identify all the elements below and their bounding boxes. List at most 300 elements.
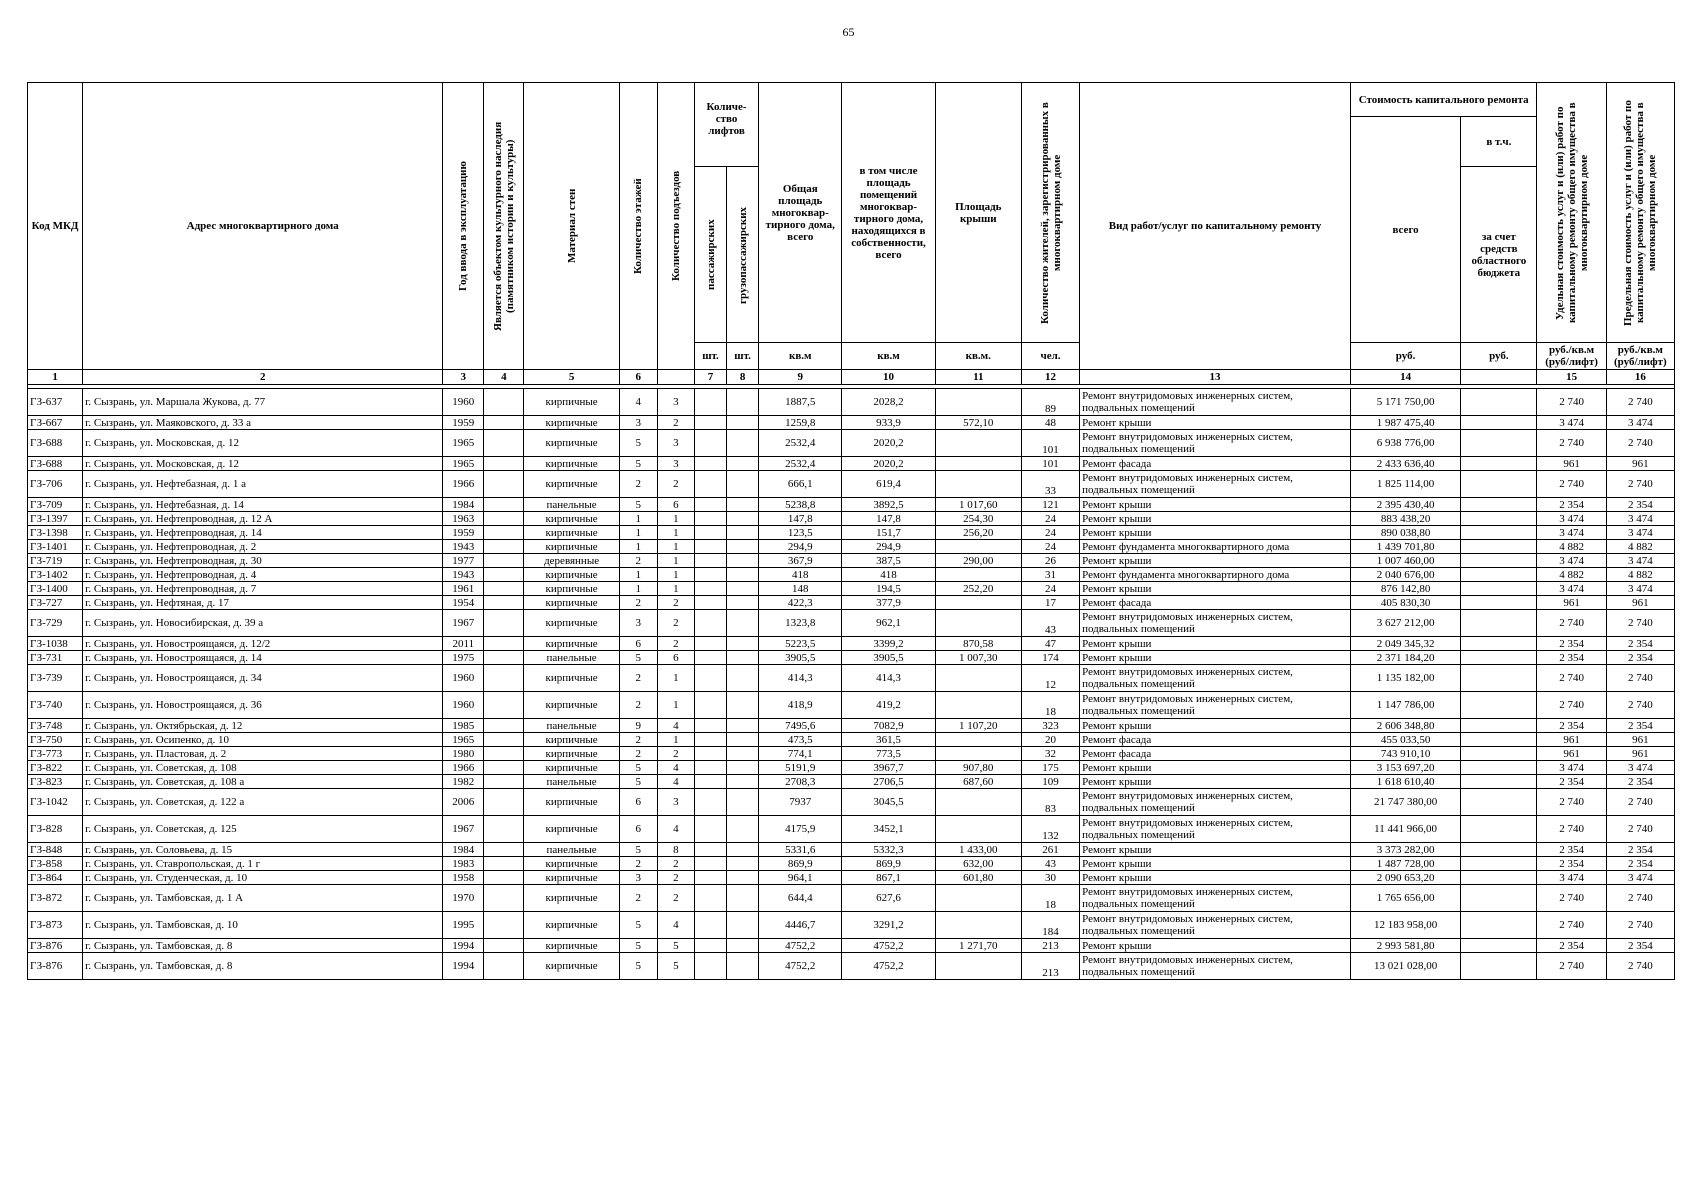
column-number: 4 [484, 370, 524, 385]
cell-work: Ремонт внутридомовых инженерных систем, подвальных помещений [1080, 789, 1351, 816]
table-row [28, 596, 1675, 610]
cell-heritage [484, 540, 524, 554]
cell-unit: 3 474 [1537, 582, 1606, 596]
cell-floors: 1 [619, 512, 657, 526]
cell-address: г. Сызрань, ул. Нефтепроводная, д. 2 [83, 540, 443, 554]
cell-work: Ремонт крыши [1080, 939, 1351, 953]
cell-cost: 3 627 212,00 [1350, 610, 1460, 637]
cell-cost: 13 021 028,00 [1350, 953, 1460, 980]
cell-work: Ремонт фасада [1080, 596, 1351, 610]
cell-regional [1461, 953, 1537, 980]
cell-material: кирпичные [524, 953, 619, 980]
cell-code: ГЗ-729 [28, 610, 83, 637]
header-address: Адрес многоквартирного дома [83, 83, 443, 370]
cell-lc [727, 498, 759, 512]
cell-code: ГЗ-873 [28, 912, 83, 939]
cell-total: 5238,8 [759, 498, 842, 512]
column-number: 3 [443, 370, 484, 385]
cell-lc [727, 775, 759, 789]
cell-unit: 2 740 [1537, 953, 1606, 980]
cell-heritage [484, 498, 524, 512]
table-row [28, 719, 1675, 733]
cell-owned: 418 [842, 568, 935, 582]
cell-floors: 2 [619, 596, 657, 610]
cell-owned: 3291,2 [842, 912, 935, 939]
cell-max: 2 740 [1606, 610, 1674, 637]
cell-regional [1461, 526, 1537, 540]
cell-address: г. Сызрань, ул. Маяковского, д. 33 а [83, 416, 443, 430]
cell-residents: 18 [1021, 692, 1079, 719]
cell-heritage [484, 871, 524, 885]
cell-material: панельные [524, 651, 619, 665]
column-number [657, 370, 694, 385]
cell-lc [727, 939, 759, 953]
cell-owned: 773,5 [842, 747, 935, 761]
cell-cost: 2 090 653,20 [1350, 871, 1460, 885]
cell-regional [1461, 389, 1537, 416]
cell-lc [727, 554, 759, 568]
cell-work: Ремонт фундамента многоквартирного дома [1080, 568, 1351, 582]
cell-year: 1954 [443, 596, 484, 610]
cell-cost: 21 747 380,00 [1350, 789, 1460, 816]
header-total-area: Общая площадь многоквар-тирного дома, всего [759, 83, 842, 343]
cell-year: 1965 [443, 733, 484, 747]
cell-heritage [484, 610, 524, 637]
cell-material: кирпичные [524, 430, 619, 457]
cell-heritage [484, 747, 524, 761]
cell-material: кирпичные [524, 610, 619, 637]
cell-total: 5223,5 [759, 637, 842, 651]
table-row [28, 953, 1675, 980]
cell-heritage [484, 816, 524, 843]
cell-heritage [484, 526, 524, 540]
cell-address: г. Сызрань, ул. Новосибирская, д. 39 а [83, 610, 443, 637]
cell-roof: 1 017,60 [935, 498, 1021, 512]
cell-floors: 2 [619, 857, 657, 871]
cell-cost: 5 171 750,00 [1350, 389, 1460, 416]
header-cost: Стоимость капитального ремонта [1350, 83, 1537, 117]
cell-owned: 4752,2 [842, 953, 935, 980]
cell-heritage [484, 596, 524, 610]
cell-unit: 961 [1537, 747, 1606, 761]
cell-lc [727, 747, 759, 761]
cell-roof [935, 747, 1021, 761]
cell-regional [1461, 582, 1537, 596]
cell-lp [694, 596, 726, 610]
cell-address: г. Сызрань, ул. Нефтепроводная, д. 12 А [83, 512, 443, 526]
table-row [28, 816, 1675, 843]
cell-heritage [484, 637, 524, 651]
cell-lc [727, 692, 759, 719]
cell-total: 4752,2 [759, 953, 842, 980]
cell-roof [935, 733, 1021, 747]
cell-material: кирпичные [524, 747, 619, 761]
cell-year: 1961 [443, 582, 484, 596]
cell-max: 4 882 [1606, 568, 1674, 582]
header-residents: Количество жителей, зарегистрированных в многоквартирном доме [1038, 101, 1063, 324]
cell-regional [1461, 719, 1537, 733]
column-number: 15 [1537, 370, 1606, 385]
cell-entrances: 1 [657, 692, 694, 719]
cell-lp [694, 816, 726, 843]
header-entrances: Количество подъездов [669, 170, 682, 282]
cell-work: Ремонт крыши [1080, 651, 1351, 665]
cell-cost: 3 153 697,20 [1350, 761, 1460, 775]
cell-work: Ремонт внутридомовых инженерных систем, подвальных помещений [1080, 665, 1351, 692]
cell-material: панельные [524, 498, 619, 512]
cell-material: кирпичные [524, 596, 619, 610]
cell-lp [694, 857, 726, 871]
cell-code: ГЗ-748 [28, 719, 83, 733]
cell-lp [694, 692, 726, 719]
cell-year: 1994 [443, 953, 484, 980]
cell-work: Ремонт крыши [1080, 637, 1351, 651]
cell-total: 1259,8 [759, 416, 842, 430]
cell-cost: 12 183 958,00 [1350, 912, 1460, 939]
table-row [28, 389, 1675, 416]
cell-floors: 5 [619, 912, 657, 939]
cell-regional [1461, 775, 1537, 789]
cell-regional [1461, 692, 1537, 719]
cell-roof: 870,58 [935, 637, 1021, 651]
cell-work: Ремонт крыши [1080, 857, 1351, 871]
cell-material: кирпичные [524, 665, 619, 692]
cell-residents: 30 [1021, 871, 1079, 885]
cell-lc [727, 761, 759, 775]
cell-address: г. Сызрань, ул. Соловьева, д. 15 [83, 843, 443, 857]
cell-material: деревянные [524, 554, 619, 568]
cell-work: Ремонт внутридомовых инженерных систем, подвальных помещений [1080, 610, 1351, 637]
cell-unit: 2 740 [1537, 789, 1606, 816]
cell-material: кирпичные [524, 912, 619, 939]
cell-roof [935, 596, 1021, 610]
cell-lp [694, 871, 726, 885]
cell-owned: 3452,1 [842, 816, 935, 843]
cell-max: 2 740 [1606, 816, 1674, 843]
cell-unit: 2 740 [1537, 912, 1606, 939]
cell-cost: 1 007 460,00 [1350, 554, 1460, 568]
cell-owned: 4752,2 [842, 939, 935, 953]
cell-material: кирпичные [524, 789, 619, 816]
cell-roof: 1 107,20 [935, 719, 1021, 733]
table-row [28, 651, 1675, 665]
table-row [28, 843, 1675, 857]
cell-lp [694, 719, 726, 733]
cell-max: 3 474 [1606, 416, 1674, 430]
cell-material: кирпичные [524, 637, 619, 651]
cell-lc [727, 596, 759, 610]
cell-floors: 6 [619, 789, 657, 816]
cell-address: г. Сызрань, ул. Нефтебазная, д. 14 [83, 498, 443, 512]
unit-lifts-passenger: шт. [694, 343, 726, 370]
cell-residents: 174 [1021, 651, 1079, 665]
cell-residents: 83 [1021, 789, 1079, 816]
cell-code: ГЗ-688 [28, 457, 83, 471]
cell-material: кирпичные [524, 939, 619, 953]
cell-total: 367,9 [759, 554, 842, 568]
cell-work: Ремонт крыши [1080, 512, 1351, 526]
cell-residents: 18 [1021, 885, 1079, 912]
cell-work: Ремонт крыши [1080, 775, 1351, 789]
cell-residents: 26 [1021, 554, 1079, 568]
cell-total: 5191,9 [759, 761, 842, 775]
cell-lc [727, 871, 759, 885]
header-cost-total: всего [1350, 117, 1460, 343]
table-row [28, 692, 1675, 719]
cell-max: 2 354 [1606, 939, 1674, 953]
cell-address: г. Сызрань, ул. Нефтепроводная, д. 14 [83, 526, 443, 540]
cell-address: г. Сызрань, ул. Нефтепроводная, д. 7 [83, 582, 443, 596]
unit-cost-regional: руб. [1461, 343, 1537, 370]
column-number: 11 [935, 370, 1021, 385]
cell-owned: 3399,2 [842, 637, 935, 651]
cell-lp [694, 912, 726, 939]
cell-code: ГЗ-1042 [28, 789, 83, 816]
cell-lc [727, 733, 759, 747]
cell-roof: 1 271,70 [935, 939, 1021, 953]
cell-total: 774,1 [759, 747, 842, 761]
cell-floors: 5 [619, 457, 657, 471]
table-row [28, 582, 1675, 596]
cell-floors: 5 [619, 939, 657, 953]
table-row [28, 430, 1675, 457]
header-unit-cost: Удельная стоимость услуг и (или) работ по капитальному ремонту общего имущества в многоквартирном доме [1553, 102, 1590, 323]
cell-residents: 12 [1021, 665, 1079, 692]
cell-owned: 387,5 [842, 554, 935, 568]
table-row [28, 789, 1675, 816]
cell-address: г. Сызрань, ул. Новостроящаяся, д. 36 [83, 692, 443, 719]
header-heritage: Является объектом культурного наследия (памятником истории и культуры) [491, 121, 516, 331]
cell-lc [727, 430, 759, 457]
cell-floors: 3 [619, 871, 657, 885]
cell-work: Ремонт фасада [1080, 457, 1351, 471]
cell-residents: 24 [1021, 582, 1079, 596]
cell-entrances: 3 [657, 789, 694, 816]
cell-roof: 1 007,30 [935, 651, 1021, 665]
cell-entrances: 1 [657, 554, 694, 568]
cell-total: 148 [759, 582, 842, 596]
cell-cost: 2 433 636,40 [1350, 457, 1460, 471]
cell-max: 2 740 [1606, 789, 1674, 816]
header-floors: Количество этажей [632, 178, 645, 274]
header-cost-incl: в т.ч. [1461, 117, 1537, 167]
cell-lp [694, 457, 726, 471]
cell-residents: 33 [1021, 471, 1079, 498]
cell-cost: 883 438,20 [1350, 512, 1460, 526]
cell-residents: 31 [1021, 568, 1079, 582]
cell-material: кирпичные [524, 512, 619, 526]
cell-cost: 1 439 701,80 [1350, 540, 1460, 554]
cell-roof [935, 816, 1021, 843]
cell-address: г. Сызрань, ул. Ставропольская, д. 1 г [83, 857, 443, 871]
cell-lp [694, 775, 726, 789]
cell-owned: 962,1 [842, 610, 935, 637]
cell-address: г. Сызрань, ул. Нефтебазная, д. 1 а [83, 471, 443, 498]
cell-unit: 2 354 [1537, 939, 1606, 953]
cell-address: г. Сызрань, ул. Тамбовская, д. 8 [83, 953, 443, 980]
cell-work: Ремонт внутридомовых инженерных систем, подвальных помещений [1080, 816, 1351, 843]
cell-lp [694, 637, 726, 651]
unit-owned-area: кв.м [842, 343, 935, 370]
cell-roof: 290,00 [935, 554, 1021, 568]
cell-lc [727, 526, 759, 540]
cell-heritage [484, 843, 524, 857]
cell-material: кирпичные [524, 733, 619, 747]
cell-heritage [484, 512, 524, 526]
cell-lc [727, 389, 759, 416]
cell-residents: 24 [1021, 540, 1079, 554]
cell-total: 414,3 [759, 665, 842, 692]
cell-heritage [484, 416, 524, 430]
cell-total: 1887,5 [759, 389, 842, 416]
header-wall-material: Материал стен [565, 188, 578, 264]
cell-max: 3 474 [1606, 582, 1674, 596]
cell-owned: 619,4 [842, 471, 935, 498]
cell-owned: 2020,2 [842, 430, 935, 457]
cell-unit: 2 740 [1537, 610, 1606, 637]
cell-code: ГЗ-1397 [28, 512, 83, 526]
cell-lp [694, 610, 726, 637]
cell-code: ГЗ-731 [28, 651, 83, 665]
cell-address: г. Сызрань, ул. Советская, д. 108 а [83, 775, 443, 789]
cell-owned: 414,3 [842, 665, 935, 692]
column-number: 8 [727, 370, 759, 385]
cell-floors: 6 [619, 816, 657, 843]
cell-lp [694, 885, 726, 912]
cell-unit: 2 354 [1537, 775, 1606, 789]
table-row [28, 857, 1675, 871]
cell-entrances: 5 [657, 953, 694, 980]
table-row [28, 912, 1675, 939]
cell-regional [1461, 912, 1537, 939]
cell-floors: 5 [619, 498, 657, 512]
cell-lp [694, 540, 726, 554]
cell-unit: 3 474 [1537, 416, 1606, 430]
cell-roof [935, 912, 1021, 939]
cell-cost: 455 033,50 [1350, 733, 1460, 747]
cell-code: ГЗ-706 [28, 471, 83, 498]
cell-residents: 47 [1021, 637, 1079, 651]
cell-code: ГЗ-864 [28, 871, 83, 885]
cell-cost: 405 830,30 [1350, 596, 1460, 610]
cell-regional [1461, 637, 1537, 651]
cell-year: 1975 [443, 651, 484, 665]
cell-roof [935, 610, 1021, 637]
cell-unit: 3 474 [1537, 554, 1606, 568]
cell-lc [727, 457, 759, 471]
cell-roof: 256,20 [935, 526, 1021, 540]
cell-unit: 4 882 [1537, 568, 1606, 582]
table-row [28, 512, 1675, 526]
column-number: 2 [83, 370, 443, 385]
cell-entrances: 2 [657, 885, 694, 912]
cell-heritage [484, 885, 524, 912]
header-lifts: Количе-ство лифтов [694, 83, 758, 167]
cell-code: ГЗ-1038 [28, 637, 83, 651]
cell-max: 2 740 [1606, 665, 1674, 692]
cell-material: кирпичные [524, 816, 619, 843]
cell-max: 2 740 [1606, 912, 1674, 939]
cell-lc [727, 637, 759, 651]
header-work-type: Вид работ/услуг по капитальному ремонту [1080, 83, 1351, 370]
cell-regional [1461, 733, 1537, 747]
cell-lc [727, 789, 759, 816]
cell-unit: 2 740 [1537, 885, 1606, 912]
cell-max: 2 354 [1606, 651, 1674, 665]
cell-regional [1461, 498, 1537, 512]
cell-entrances: 2 [657, 637, 694, 651]
cell-roof [935, 540, 1021, 554]
cell-floors: 6 [619, 637, 657, 651]
cell-lp [694, 498, 726, 512]
cell-roof [935, 568, 1021, 582]
cell-residents: 48 [1021, 416, 1079, 430]
cell-code: ГЗ-848 [28, 843, 83, 857]
cell-heritage [484, 775, 524, 789]
cell-work: Ремонт фасада [1080, 733, 1351, 747]
cell-year: 1958 [443, 871, 484, 885]
cell-heritage [484, 719, 524, 733]
cell-heritage [484, 953, 524, 980]
cell-floors: 1 [619, 568, 657, 582]
cell-lc [727, 953, 759, 980]
cell-work: Ремонт внутридомовых инженерных систем, подвальных помещений [1080, 430, 1351, 457]
cell-year: 1982 [443, 775, 484, 789]
cell-total: 2708,3 [759, 775, 842, 789]
cell-owned: 3045,5 [842, 789, 935, 816]
cell-entrances: 1 [657, 582, 694, 596]
cell-code: ГЗ-709 [28, 498, 83, 512]
cell-residents: 323 [1021, 719, 1079, 733]
cell-total: 2532,4 [759, 457, 842, 471]
cell-lc [727, 610, 759, 637]
table-row [28, 885, 1675, 912]
unit-lifts-cargo: шт. [727, 343, 759, 370]
cell-unit: 2 354 [1537, 498, 1606, 512]
table-row [28, 761, 1675, 775]
cell-lc [727, 471, 759, 498]
unit-total-area: кв.м [759, 343, 842, 370]
cell-owned: 2706,5 [842, 775, 935, 789]
cell-entrances: 1 [657, 665, 694, 692]
cell-max: 2 354 [1606, 843, 1674, 857]
cell-year: 1960 [443, 665, 484, 692]
cell-entrances: 2 [657, 857, 694, 871]
cell-year: 1984 [443, 498, 484, 512]
column-number: 14 [1350, 370, 1460, 385]
cell-roof: 572,10 [935, 416, 1021, 430]
cell-floors: 5 [619, 430, 657, 457]
header-code: Код МКД [28, 83, 83, 370]
cell-roof [935, 665, 1021, 692]
cell-entrances: 6 [657, 498, 694, 512]
cell-regional [1461, 816, 1537, 843]
table-row [28, 416, 1675, 430]
cell-lc [727, 857, 759, 871]
cell-material: кирпичные [524, 416, 619, 430]
cell-code: ГЗ-828 [28, 816, 83, 843]
cell-work: Ремонт внутридомовых инженерных систем, подвальных помещений [1080, 953, 1351, 980]
cell-floors: 1 [619, 582, 657, 596]
cell-cost: 890 038,80 [1350, 526, 1460, 540]
cell-work: Ремонт крыши [1080, 843, 1351, 857]
cell-lp [694, 843, 726, 857]
cell-address: г. Сызрань, ул. Пластовая, д. 2 [83, 747, 443, 761]
cell-lc [727, 540, 759, 554]
cell-material: кирпичные [524, 761, 619, 775]
cell-regional [1461, 651, 1537, 665]
cell-floors: 5 [619, 651, 657, 665]
